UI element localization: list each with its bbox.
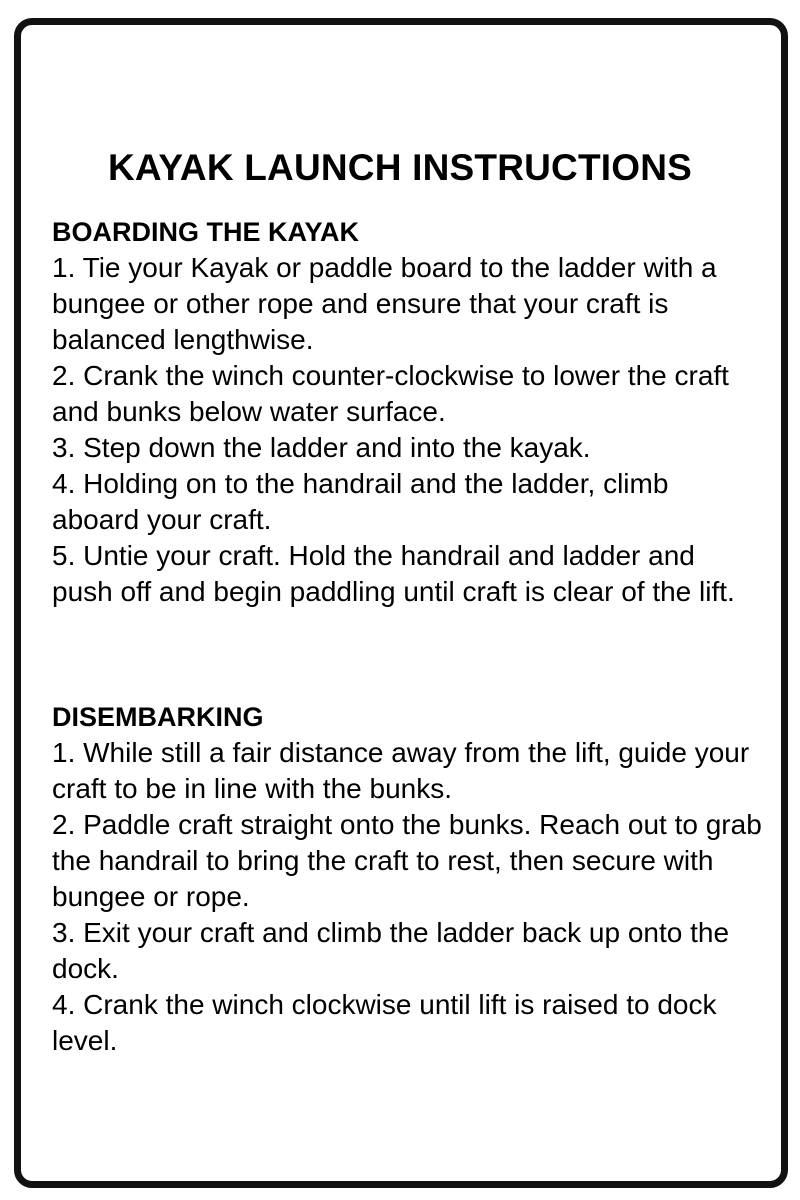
disembarking-heading: DISEMBARKING: [52, 702, 264, 732]
disembarking-step-2: 2. Paddle craft straight onto the bunks. Reach out to grab the handrail to bring the craft to rest, then secure with bungee or rope.: [52, 809, 762, 912]
boarding-heading: BOARDING THE KAYAK: [52, 217, 360, 247]
disembarking-steps-list: [52, 735, 762, 1059]
boarding-section: [52, 214, 762, 610]
boarding-step-2: 2. Crank the winch counter-clockwise to lower the craft and bunks below water surface.: [52, 360, 729, 427]
disembarking-step-1: 1. While still a fair distance away from the lift, guide your craft to be in line with the bunks.: [52, 737, 750, 804]
boarding-step-1: 1. Tie your Kayak or paddle board to the ladder with a bungee or other rope and ensure that your craft is balanced lengthwise.: [52, 252, 717, 355]
disembarking-section: [52, 699, 762, 1059]
boarding-steps-list: [52, 250, 762, 610]
sign-title: KAYAK LAUNCH INSTRUCTIONS: [107, 147, 693, 188]
boarding-step-5: 5. Untie your craft. Hold the handrail and ladder and push off and begin paddling until craft is clear of the lift.: [52, 540, 735, 607]
boarding-step-4: 4. Holding on to the handrail and the ladder, climb aboard your craft.: [52, 468, 669, 535]
disembarking-step-3: 3. Exit your craft and climb the ladder back up onto the dock.: [52, 917, 730, 984]
boarding-step-3: 3. Step down the ladder and into the kayak.: [52, 432, 591, 463]
disembarking-step-4: 4. Crank the winch clockwise until lift is raised to dock level.: [52, 989, 717, 1056]
